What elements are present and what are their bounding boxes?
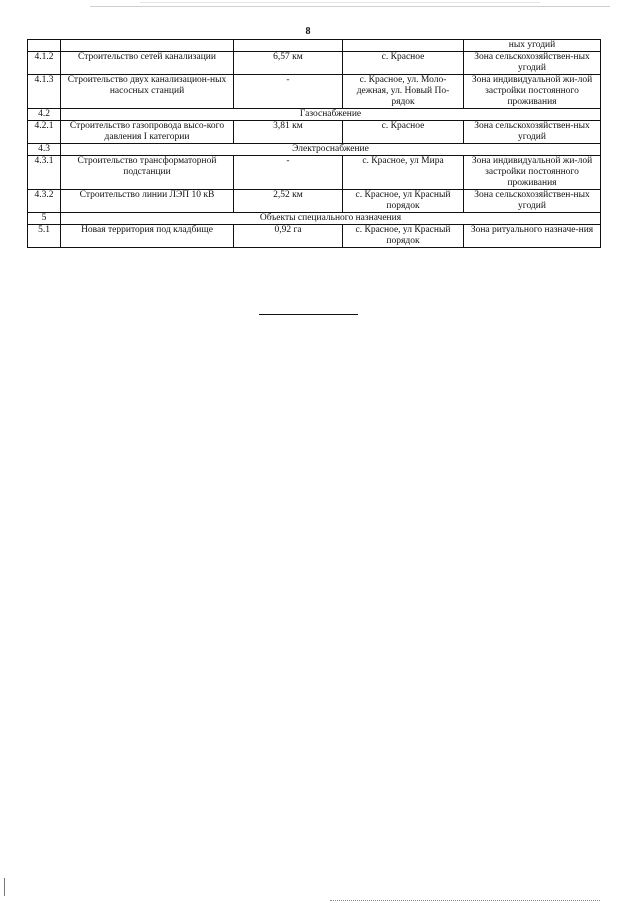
object-name-cell: Строительство газопровода высо-кого давления I категории bbox=[61, 121, 234, 144]
section-row bbox=[28, 109, 601, 121]
end-rule bbox=[259, 314, 358, 315]
table-row bbox=[28, 156, 601, 190]
object-name-cell bbox=[61, 40, 234, 52]
location-cell: с. Красное bbox=[343, 121, 464, 144]
table-row bbox=[28, 190, 601, 213]
object-name-cell: Строительство сетей канализации bbox=[61, 52, 234, 75]
capacity-cell: 0,92 га bbox=[234, 225, 343, 248]
table-row bbox=[28, 52, 601, 75]
scan-edge-mark bbox=[4, 878, 5, 896]
zone-cell: Зона индивидуальной жи-лой застройки постоянного проживания bbox=[464, 75, 601, 109]
section-number: 4.3 bbox=[28, 144, 61, 156]
object-name-cell: Строительство линии ЛЭП 10 кВ bbox=[61, 190, 234, 213]
row-number: 4.1.3 bbox=[28, 75, 61, 109]
section-title: Объекты специального назначения bbox=[61, 213, 601, 225]
location-cell: с. Красное, ул Красный порядок bbox=[343, 190, 464, 213]
capacity-cell bbox=[234, 40, 343, 52]
zone-cell: Зона сельскохозяйствен-ных угодий bbox=[464, 190, 601, 213]
zone-cell: Зона индивидуальной жи-лой застройки постоянного проживания bbox=[464, 156, 601, 190]
capacity-cell: 2,52 км bbox=[234, 190, 343, 213]
table-body bbox=[28, 40, 601, 248]
capacity-cell: 6,57 км bbox=[234, 52, 343, 75]
location-cell: с. Красное, ул. Моло-дежная, ул. Новый По-рядок bbox=[343, 75, 464, 109]
table-row bbox=[28, 40, 601, 52]
row-number: 4.3.1 bbox=[28, 156, 61, 190]
section-row bbox=[28, 213, 601, 225]
row-number bbox=[28, 40, 61, 52]
section-number: 5 bbox=[28, 213, 61, 225]
section-title: Газоснабжение bbox=[61, 109, 601, 121]
zone-cell: Зона сельскохозяйствен-ных угодий bbox=[464, 121, 601, 144]
table-row bbox=[28, 121, 601, 144]
row-number: 4.1.2 bbox=[28, 52, 61, 75]
row-number: 4.2.1 bbox=[28, 121, 61, 144]
zone-cell: Зона ритуального назначе-ния bbox=[464, 225, 601, 248]
location-cell: с. Красное, ул Красный порядок bbox=[343, 225, 464, 248]
page-number: 8 bbox=[305, 26, 311, 37]
location-cell bbox=[343, 40, 464, 52]
table-row bbox=[28, 75, 601, 109]
object-name-cell: Строительство двух канализацион-ных насосных станций bbox=[61, 75, 234, 109]
zone-cell: ных угодий bbox=[464, 40, 601, 52]
location-cell: с. Красное bbox=[343, 52, 464, 75]
scan-line-top bbox=[90, 6, 610, 7]
row-number: 4.3.2 bbox=[28, 190, 61, 213]
capacity-cell: 3,81 км bbox=[234, 121, 343, 144]
location-cell: с. Красное, ул Мира bbox=[343, 156, 464, 190]
object-name-cell: Строительство трансформаторной подстанции bbox=[61, 156, 234, 190]
row-number: 5.1 bbox=[28, 225, 61, 248]
capacity-cell: - bbox=[234, 75, 343, 109]
section-title: Электроснабжение bbox=[61, 144, 601, 156]
scan-line-top bbox=[140, 2, 540, 3]
zone-cell: Зона сельскохозяйствен-ных угодий bbox=[464, 52, 601, 75]
section-number: 4.2 bbox=[28, 109, 61, 121]
scan-bottom-noise bbox=[330, 900, 600, 902]
object-name-cell: Новая территория под кладбище bbox=[61, 225, 234, 248]
section-row bbox=[28, 144, 601, 156]
objects-table bbox=[27, 39, 601, 248]
capacity-cell: - bbox=[234, 156, 343, 190]
table-row bbox=[28, 225, 601, 248]
